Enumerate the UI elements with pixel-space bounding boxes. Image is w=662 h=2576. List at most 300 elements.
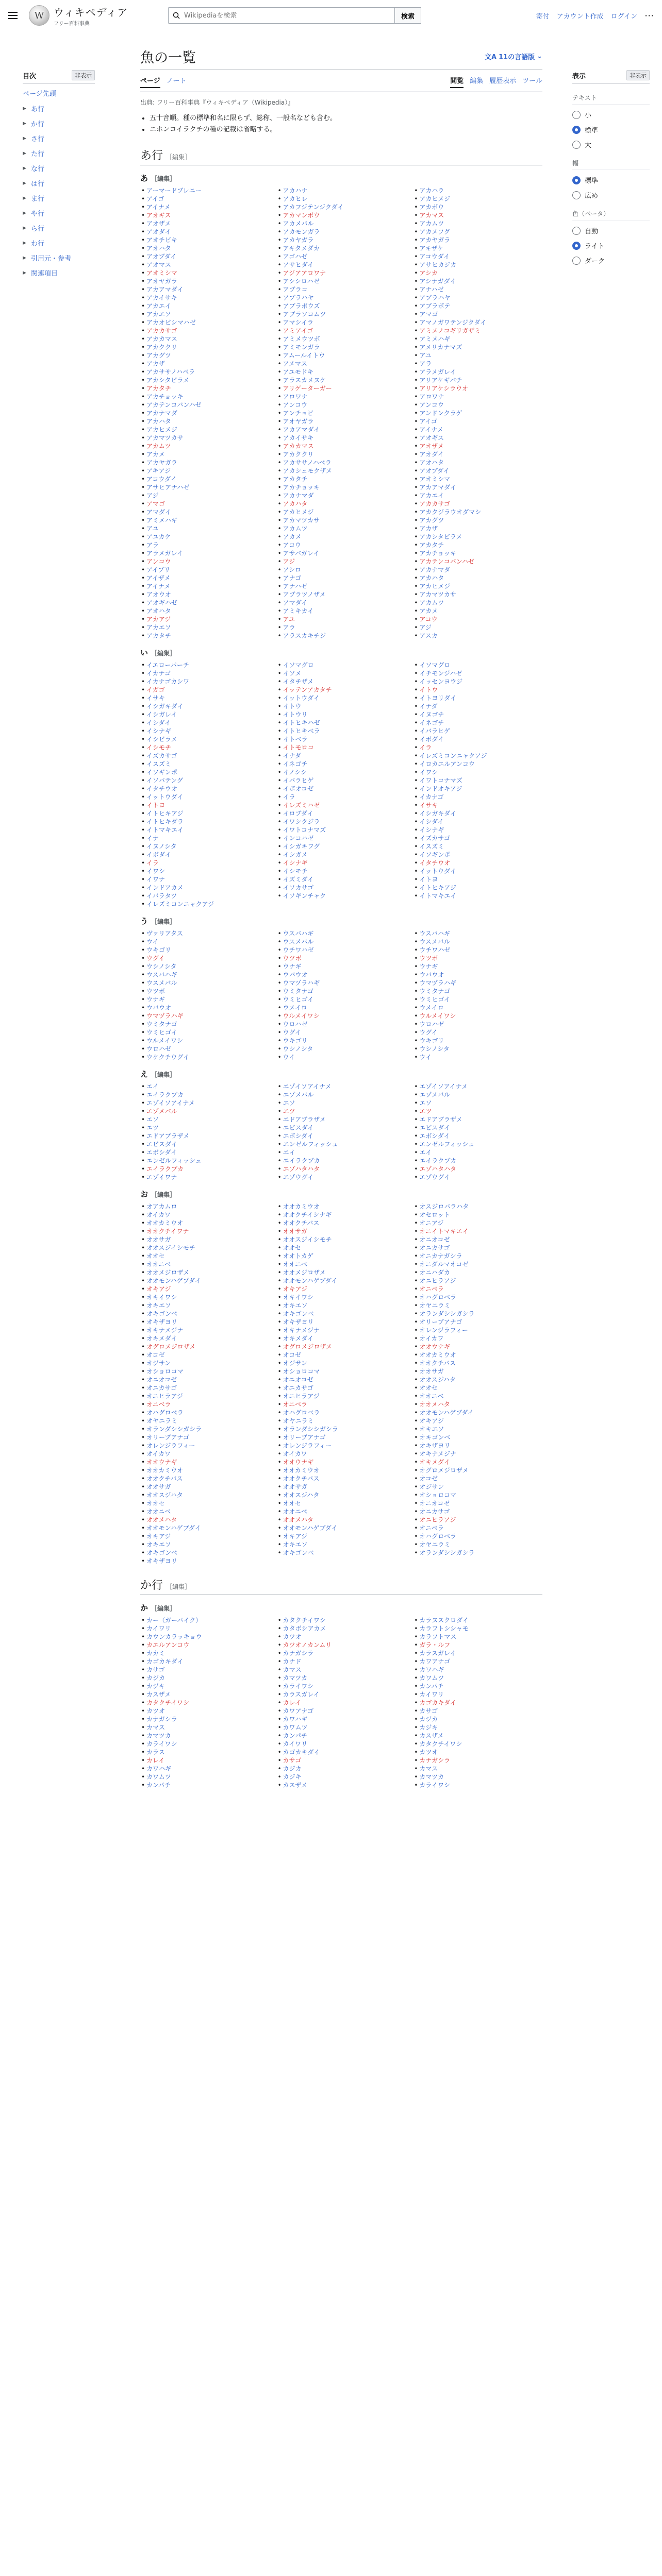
fish-link[interactable]: • アカヒメジ bbox=[140, 426, 270, 434]
fish-link[interactable]: • オオメジロザメ bbox=[140, 1268, 270, 1277]
fish-link[interactable]: • エゾイワナ bbox=[140, 1173, 270, 1181]
fish-link[interactable]: • カラス bbox=[140, 1748, 270, 1756]
fish-link[interactable]: • アカシタビラメ bbox=[413, 533, 542, 541]
view-tab-2[interactable]: 履歴表示 bbox=[489, 77, 517, 85]
toc-item[interactable] bbox=[23, 101, 95, 116]
fish-link[interactable]: • カタクチイワシ bbox=[413, 1740, 542, 1748]
fish-link[interactable]: • アオチビキ bbox=[140, 236, 270, 244]
fish-link[interactable]: • オニベラ bbox=[277, 1400, 406, 1409]
radio-button[interactable] bbox=[572, 227, 581, 235]
fish-link[interactable]: • アミアイゴ bbox=[277, 327, 406, 335]
fish-link[interactable]: • アミメハギ bbox=[140, 516, 270, 524]
fish-link[interactable]: • イネゴチ bbox=[413, 719, 542, 727]
fish-link[interactable]: • オキアジ bbox=[277, 1285, 406, 1293]
toc-hide-button[interactable]: 非表示 bbox=[72, 70, 95, 80]
appearance-hide-button[interactable]: 非表示 bbox=[626, 70, 650, 80]
fish-link[interactable]: • イボオコゼ bbox=[277, 785, 406, 793]
fish-link[interactable]: • アナハゼ bbox=[277, 582, 406, 590]
fish-link[interactable]: • アカメ bbox=[277, 533, 406, 541]
fish-link[interactable]: • イズカサゴ bbox=[140, 752, 270, 760]
fish-link[interactable]: • アラ bbox=[277, 623, 406, 632]
fish-link[interactable]: • イソマグロ bbox=[277, 661, 406, 669]
fish-link[interactable]: • オショロコマ bbox=[277, 1367, 406, 1376]
fish-link[interactable]: • カンパチ bbox=[277, 1732, 406, 1740]
fish-link[interactable]: • カレイ bbox=[140, 1756, 270, 1765]
fish-link[interactable]: • エンゼルフィッシュ bbox=[140, 1157, 270, 1165]
fish-link[interactable]: • オスジロバラハタ bbox=[413, 1202, 542, 1211]
fish-link[interactable]: • イトベラ bbox=[277, 735, 406, 743]
fish-link[interactable]: • アジアアロワナ bbox=[277, 269, 406, 277]
fish-link[interactable]: • エボシダイ bbox=[277, 1132, 406, 1140]
fish-link[interactable]: • アカグツ bbox=[140, 351, 270, 360]
fish-link[interactable]: • アユカケ bbox=[140, 533, 270, 541]
fish-link[interactable]: • イタチウオ bbox=[413, 859, 542, 867]
user-link[interactable]: アカウント作成 bbox=[556, 12, 604, 21]
fish-link[interactable]: • イバラヒゲ bbox=[277, 776, 406, 785]
fish-link[interactable]: • オイカワ bbox=[140, 1450, 270, 1458]
fish-link[interactable]: • カー（ガーパイク） bbox=[140, 1616, 270, 1624]
fish-link[interactable]: • イトウ bbox=[277, 702, 406, 710]
fish-link[interactable]: • オランダシシガシラ bbox=[413, 1549, 542, 1557]
fish-link[interactable]: • ウスバハギ bbox=[140, 971, 270, 979]
fish-link[interactable]: • アミメウツボ bbox=[277, 335, 406, 343]
fish-link[interactable]: • ウロハゼ bbox=[140, 1045, 270, 1053]
radio-button[interactable] bbox=[572, 242, 581, 250]
fish-link[interactable]: • アコウダイ bbox=[413, 252, 542, 261]
fish-link[interactable]: • オオメハタ bbox=[277, 1516, 406, 1524]
fish-link[interactable]: • オヤニラミ bbox=[140, 1417, 270, 1425]
fish-link[interactable]: • オオウナギ bbox=[140, 1458, 270, 1466]
fish-link[interactable]: • アサヒアナハゼ bbox=[140, 483, 270, 492]
kana-edit-link[interactable]: ［編集］ bbox=[151, 1071, 176, 1078]
fish-link[interactable]: • オニカサゴ bbox=[413, 1507, 542, 1516]
fish-link[interactable]: • オイカワ bbox=[140, 1211, 270, 1219]
fish-link[interactable]: • ウチワハゼ bbox=[413, 946, 542, 954]
fish-link[interactable]: • オオサガ bbox=[140, 1483, 270, 1491]
fish-link[interactable]: • アカタチ bbox=[413, 541, 542, 549]
fish-link[interactable]: • ウマヅラハギ bbox=[277, 979, 406, 987]
radio-button[interactable] bbox=[572, 257, 581, 265]
fish-link[interactable]: • アオダイ bbox=[413, 450, 542, 459]
fish-link[interactable]: • アカチョッキ bbox=[277, 483, 406, 492]
fish-link[interactable]: • エボシダイ bbox=[413, 1132, 542, 1140]
fish-link[interactable]: • エソ bbox=[140, 1115, 270, 1124]
fish-link[interactable]: • アカムツ bbox=[413, 219, 542, 228]
fish-link[interactable]: • エイラクブカ bbox=[413, 1157, 542, 1165]
fish-link[interactable]: • イスズミ bbox=[413, 842, 542, 851]
fish-link[interactable]: • イワナ bbox=[140, 875, 270, 884]
fish-link[interactable]: • アカカサゴ bbox=[413, 500, 542, 508]
fish-link[interactable]: • アオハタ bbox=[413, 459, 542, 467]
fish-link[interactable]: • オイカワ bbox=[277, 1450, 406, 1458]
fish-link[interactable]: • イサキ bbox=[413, 801, 542, 809]
fish-link[interactable]: • アカヤガラ bbox=[277, 236, 406, 244]
fish-link[interactable]: • カライワシ bbox=[413, 1781, 542, 1789]
fish-link[interactable]: • イノシシ bbox=[277, 768, 406, 776]
fish-link[interactable]: • アオミシマ bbox=[140, 269, 270, 277]
fish-link[interactable]: • エゾメバル bbox=[140, 1107, 270, 1115]
fish-link[interactable]: • アロワナ bbox=[413, 393, 542, 401]
fish-link[interactable]: • ウミタナゴ bbox=[413, 987, 542, 995]
fish-link[interactable]: • アオマス bbox=[140, 261, 270, 269]
fish-link[interactable]: • アカアマダイ bbox=[140, 285, 270, 294]
fish-link[interactable]: • オグロメジロザメ bbox=[140, 1343, 270, 1351]
fish-link[interactable]: • オハグロベラ bbox=[277, 1409, 406, 1417]
fish-link[interactable]: • カワハギ bbox=[413, 1666, 542, 1674]
fish-link[interactable]: • オキゴンベ bbox=[140, 1549, 270, 1557]
fish-link[interactable]: • アロワナ bbox=[277, 393, 406, 401]
fish-link[interactable]: • アカマツカサ bbox=[413, 590, 542, 599]
fish-link[interactable]: • オニベラ bbox=[413, 1285, 542, 1293]
fish-link[interactable]: • ウグイ bbox=[140, 954, 270, 962]
fish-link[interactable]: • カワムツ bbox=[413, 1674, 542, 1682]
fish-link[interactable]: • アシロ bbox=[277, 566, 406, 574]
fish-link[interactable]: • アオハタ bbox=[140, 244, 270, 252]
fish-link[interactable]: • ウチワハゼ bbox=[277, 946, 406, 954]
toc-item[interactable] bbox=[23, 176, 95, 191]
fish-link[interactable]: • ウツボ bbox=[413, 954, 542, 962]
fish-link[interactable]: • アカカマス bbox=[140, 335, 270, 343]
fish-link[interactable]: • カンパチ bbox=[413, 1682, 542, 1690]
fish-link[interactable]: • カマス bbox=[277, 1666, 406, 1674]
fish-link[interactable]: • アカエイ bbox=[140, 302, 270, 310]
fish-link[interactable]: • イヌノシタ bbox=[140, 842, 270, 851]
fish-link[interactable]: • アンドンクラゲ bbox=[413, 409, 542, 417]
fish-link[interactable]: • オニオコゼ bbox=[140, 1376, 270, 1384]
fish-link[interactable]: • エゾハタハタ bbox=[413, 1165, 542, 1173]
fish-link[interactable]: • イナ bbox=[140, 834, 270, 842]
fish-link[interactable]: • ウルメイワシ bbox=[140, 1037, 270, 1045]
fish-link[interactable]: • イワシ bbox=[140, 867, 270, 875]
fish-link[interactable]: • ウイ bbox=[277, 1053, 406, 1061]
fish-link[interactable]: • アオウオ bbox=[140, 590, 270, 599]
view-tab-1[interactable]: 編集 bbox=[470, 77, 484, 85]
fish-link[interactable]: • アカテンコバンハゼ bbox=[140, 401, 270, 409]
toc-item[interactable] bbox=[23, 235, 95, 250]
fish-link[interactable]: • アキザケ bbox=[413, 244, 542, 252]
fish-link[interactable]: • イラ bbox=[413, 743, 542, 752]
fish-link[interactable]: • オヤニラミ bbox=[277, 1417, 406, 1425]
fish-link[interactable]: • アイナメ bbox=[413, 426, 542, 434]
fish-link[interactable]: • オキメダイ bbox=[140, 1334, 270, 1343]
fish-link[interactable]: • アキアジ bbox=[140, 467, 270, 475]
fish-link[interactable]: • カサゴ bbox=[413, 1707, 542, 1715]
fish-link[interactable]: • ウメイロ bbox=[277, 1004, 406, 1012]
fish-link[interactable]: • ウミヒゴイ bbox=[413, 995, 542, 1004]
fish-link[interactable]: • アカマス bbox=[413, 211, 542, 219]
fish-link[interactable]: • アオザメ bbox=[140, 219, 270, 228]
fish-link[interactable]: • カタボシアカメ bbox=[277, 1624, 406, 1633]
fish-link[interactable]: • イバラタツ bbox=[140, 892, 270, 900]
fish-link[interactable]: • イレズミハゼ bbox=[277, 801, 406, 809]
toc-page-top[interactable]: ページ先頭 bbox=[23, 90, 56, 98]
fish-link[interactable]: • アスカ bbox=[413, 632, 542, 640]
fish-link[interactable]: • オキメダイ bbox=[413, 1458, 542, 1466]
fish-link[interactable]: • カサゴ bbox=[277, 1756, 406, 1765]
fish-link[interactable]: • アジ bbox=[413, 623, 542, 632]
fish-link[interactable]: • カツオノカンムリ bbox=[277, 1641, 406, 1649]
fish-link[interactable]: • アーマードブレニー bbox=[140, 187, 270, 195]
fish-link[interactable]: • アイナメ bbox=[140, 203, 270, 211]
fish-link[interactable]: • ウキゴリ bbox=[140, 946, 270, 954]
fish-link[interactable]: • オオセ bbox=[413, 1384, 542, 1392]
fish-link[interactable]: • イボダイ bbox=[140, 851, 270, 859]
fish-link[interactable]: • アブラツノザメ bbox=[277, 590, 406, 599]
fish-link[interactable]: • オニアジ bbox=[413, 1219, 542, 1227]
fish-link[interactable]: • カマス bbox=[140, 1723, 270, 1732]
fish-link[interactable]: • アカハタ bbox=[413, 574, 542, 582]
fish-link[interactable]: • カイワリ bbox=[277, 1740, 406, 1748]
fish-link[interactable]: • オオスジハタ bbox=[413, 1376, 542, 1384]
fish-link[interactable]: • アイブリ bbox=[140, 566, 270, 574]
fish-link[interactable]: • ウナギ bbox=[277, 962, 406, 971]
fish-link[interactable]: • アカグツ bbox=[413, 516, 542, 524]
fish-link[interactable]: • アカハタ bbox=[277, 500, 406, 508]
fish-link[interactable]: • オキアジ bbox=[277, 1532, 406, 1540]
fish-link[interactable]: • オニハダカ bbox=[413, 1268, 542, 1277]
fish-link[interactable]: • オニカサゴ bbox=[140, 1384, 270, 1392]
fish-link[interactable]: • カラヌスクロダイ bbox=[413, 1616, 542, 1624]
fish-link[interactable]: • カツオ bbox=[413, 1748, 542, 1756]
fish-link[interactable]: • オキゴンベ bbox=[277, 1549, 406, 1557]
fish-link[interactable]: • オハグロベラ bbox=[140, 1409, 270, 1417]
fish-link[interactable]: • エドアブラザメ bbox=[277, 1115, 406, 1124]
fish-link[interactable]: • アオギハゼ bbox=[140, 599, 270, 607]
fish-link[interactable]: • エドアブラザメ bbox=[413, 1115, 542, 1124]
fish-link[interactable]: • オグロメジロザメ bbox=[413, 1466, 542, 1475]
fish-link[interactable]: • アカハタ bbox=[140, 417, 270, 426]
fish-link[interactable]: • オオサガ bbox=[140, 1235, 270, 1244]
fish-link[interactable]: • ウグイ bbox=[413, 1028, 542, 1037]
fish-link[interactable]: • ウグイ bbox=[277, 1028, 406, 1037]
fish-link[interactable]: • ウスメバル bbox=[413, 938, 542, 946]
fish-link[interactable]: • アンコウ bbox=[413, 401, 542, 409]
fish-link[interactable]: • ウバウオ bbox=[413, 971, 542, 979]
fish-link[interactable]: • イシダイ bbox=[140, 719, 270, 727]
fish-link[interactable]: • オオメハタ bbox=[413, 1400, 542, 1409]
fish-link[interactable]: • イットウダイ bbox=[277, 694, 406, 702]
fish-link[interactable]: • アカヒメジ bbox=[413, 582, 542, 590]
fish-link[interactable]: • イシダイ bbox=[413, 818, 542, 826]
fish-link[interactable]: • ウルメイワシ bbox=[413, 1012, 542, 1020]
fish-link[interactable]: • イソカサゴ bbox=[277, 884, 406, 892]
fish-link[interactable]: • カエルアンコウ bbox=[140, 1641, 270, 1649]
fish-link[interactable]: • カジキ bbox=[140, 1682, 270, 1690]
fish-link[interactable]: • カジキ bbox=[277, 1773, 406, 1781]
fish-link[interactable]: • イカナゴ bbox=[140, 669, 270, 677]
fish-link[interactable]: • イタチウオ bbox=[140, 785, 270, 793]
fish-link[interactable]: • イチモンジハゼ bbox=[413, 669, 542, 677]
fish-link[interactable]: • アシシロハゼ bbox=[277, 277, 406, 285]
section-edit-link[interactable]: ［編集］ bbox=[166, 154, 191, 161]
fish-link[interactable]: • アカシュモクザメ bbox=[277, 467, 406, 475]
fish-link[interactable]: • イトモロコ bbox=[277, 743, 406, 752]
fish-link[interactable]: • イシガキフグ bbox=[277, 842, 406, 851]
tab-1[interactable]: ノート bbox=[166, 77, 187, 85]
fish-link[interactable]: • イシナギ bbox=[277, 859, 406, 867]
fish-link[interactable]: • アマノガワテンジクダイ bbox=[413, 318, 542, 327]
fish-link[interactable]: • カマツカ bbox=[140, 1732, 270, 1740]
search-input[interactable] bbox=[184, 12, 390, 20]
fish-link[interactable]: • アカヒメジ bbox=[277, 508, 406, 516]
fish-link[interactable]: • ウシノシタ bbox=[140, 962, 270, 971]
radio-button[interactable] bbox=[572, 176, 581, 184]
fish-link[interactable]: • ウナギ bbox=[413, 962, 542, 971]
fish-link[interactable]: • アリゲーターガー bbox=[277, 384, 406, 393]
radio-option[interactable] bbox=[572, 241, 650, 250]
kana-edit-link[interactable]: ［編集］ bbox=[151, 175, 176, 182]
fish-link[interactable]: • オキザヨリ bbox=[277, 1318, 406, 1326]
fish-link[interactable]: • ウミタナゴ bbox=[277, 987, 406, 995]
fish-link[interactable]: • オショロコマ bbox=[413, 1491, 542, 1499]
fish-link[interactable]: • イットウダイ bbox=[413, 867, 542, 875]
fish-link[interactable]: • カワハギ bbox=[277, 1715, 406, 1723]
fish-link[interactable]: • イカナゴ bbox=[413, 793, 542, 801]
fish-link[interactable]: • アメマス bbox=[277, 360, 406, 368]
fish-link[interactable]: • オオクチイワナ bbox=[140, 1227, 270, 1235]
fish-link[interactable]: • オキゴンベ bbox=[140, 1310, 270, 1318]
fish-link[interactable]: • アジ bbox=[277, 557, 406, 566]
fish-link[interactable]: • カスザメ bbox=[140, 1690, 270, 1699]
fish-link[interactable]: • オキエソ bbox=[413, 1425, 542, 1433]
fish-link[interactable]: • イシガレイ bbox=[140, 710, 270, 719]
fish-link[interactable]: • アカエソ bbox=[140, 310, 270, 318]
fish-link[interactable]: • カマス bbox=[413, 1765, 542, 1773]
fish-link[interactable]: • オリーブアナゴ bbox=[277, 1433, 406, 1442]
fish-link[interactable]: • エツ bbox=[140, 1124, 270, 1132]
fish-link[interactable]: • エゾウグイ bbox=[277, 1173, 406, 1181]
radio-option[interactable] bbox=[572, 256, 650, 265]
fish-link[interactable]: • オオニベ bbox=[140, 1260, 270, 1268]
fish-link[interactable]: • オキイワシ bbox=[277, 1293, 406, 1301]
fish-link[interactable]: • オキザヨリ bbox=[140, 1318, 270, 1326]
fish-link[interactable]: • エゾイソアイナメ bbox=[277, 1082, 406, 1091]
fish-link[interactable]: • アラスカメヌケ bbox=[277, 376, 406, 384]
fish-link[interactable]: • エゾイソアイナメ bbox=[413, 1082, 542, 1091]
fish-link[interactable]: • エイ bbox=[413, 1148, 542, 1157]
fish-link[interactable]: • オオセ bbox=[277, 1499, 406, 1507]
fish-link[interactable]: • アブラボウズ bbox=[277, 302, 406, 310]
toc-item[interactable] bbox=[23, 116, 95, 131]
fish-link[interactable]: • アカチョッキ bbox=[413, 549, 542, 557]
fish-link[interactable]: • オオトカゲ bbox=[277, 1252, 406, 1260]
fish-link[interactable]: • オオニベ bbox=[413, 1392, 542, 1400]
fish-link[interactable]: • アカアマダイ bbox=[413, 483, 542, 492]
fish-link[interactable]: • イワトコナマズ bbox=[277, 826, 406, 834]
fish-link[interactable]: • カラフトマス bbox=[413, 1633, 542, 1641]
fish-link[interactable]: • オオウナギ bbox=[413, 1343, 542, 1351]
fish-link[interactable]: • アカムツ bbox=[413, 599, 542, 607]
fish-link[interactable]: • ウスバハギ bbox=[277, 929, 406, 938]
fish-link[interactable]: • カジカ bbox=[140, 1674, 270, 1682]
fish-link[interactable]: • イトウ bbox=[413, 686, 542, 694]
fish-link[interactable]: • カナガシラ bbox=[277, 1649, 406, 1657]
fish-link[interactable]: • アブラハヤ bbox=[413, 294, 542, 302]
fish-link[interactable]: • ガラ・ルフ bbox=[413, 1641, 542, 1649]
fish-link[interactable]: • カワムツ bbox=[140, 1773, 270, 1781]
fish-link[interactable]: • イトヨリダイ bbox=[413, 694, 542, 702]
fish-link[interactable]: • オグロメジロザメ bbox=[277, 1343, 406, 1351]
fish-link[interactable]: • オキアジ bbox=[140, 1285, 270, 1293]
toc-item[interactable] bbox=[23, 221, 95, 235]
toc-item[interactable] bbox=[23, 250, 95, 265]
fish-link[interactable]: • ウマヅラハギ bbox=[140, 1012, 270, 1020]
fish-link[interactable]: • オコゼ bbox=[277, 1351, 406, 1359]
fish-link[interactable]: • オニカサゴ bbox=[413, 1244, 542, 1252]
fish-link[interactable]: • オニベラ bbox=[413, 1524, 542, 1532]
fish-link[interactable]: • カレイ bbox=[277, 1699, 406, 1707]
fish-link[interactable]: • アナゴ bbox=[277, 574, 406, 582]
fish-link[interactable]: • アンコウ bbox=[277, 401, 406, 409]
fish-link[interactable]: • オオモンハゲブダイ bbox=[277, 1277, 406, 1285]
fish-link[interactable]: • アカカマス bbox=[277, 442, 406, 450]
fish-link[interactable]: • アカムツ bbox=[140, 442, 270, 450]
radio-option[interactable] bbox=[572, 110, 650, 120]
fish-link[interactable]: • イトヒキハゼ bbox=[277, 719, 406, 727]
fish-link[interactable]: • イトヨ bbox=[140, 801, 270, 809]
fish-link[interactable]: • オヤニラミ bbox=[413, 1301, 542, 1310]
fish-link[interactable]: • イズミダイ bbox=[277, 875, 406, 884]
fish-link[interactable]: • アカタチ bbox=[140, 384, 270, 393]
fish-link[interactable]: • イシナギ bbox=[140, 727, 270, 735]
fish-link[interactable]: • イワシクジラ bbox=[277, 818, 406, 826]
fish-link[interactable]: • アユ bbox=[277, 615, 406, 623]
fish-link[interactable]: • アゴハゼ bbox=[277, 252, 406, 261]
fish-link[interactable]: • エゾメバル bbox=[277, 1091, 406, 1099]
fish-link[interactable]: • ウスメバル bbox=[140, 979, 270, 987]
fish-link[interactable]: • オオスジハタ bbox=[140, 1491, 270, 1499]
fish-link[interactable]: • アカメフグ bbox=[413, 228, 542, 236]
fish-link[interactable]: • カワハギ bbox=[140, 1765, 270, 1773]
fish-link[interactable]: • オキザヨリ bbox=[140, 1557, 270, 1565]
fish-link[interactable]: • アブラハヤ bbox=[277, 294, 406, 302]
fish-link[interactable]: • エドアブラザメ bbox=[140, 1132, 270, 1140]
fish-link[interactable]: • オイカワ bbox=[413, 1334, 542, 1343]
fish-link[interactable]: • イソギンポ bbox=[140, 768, 270, 776]
fish-link[interactable]: • イズカサゴ bbox=[413, 834, 542, 842]
fish-link[interactable]: • ウロハゼ bbox=[277, 1020, 406, 1028]
fish-link[interactable]: • カゴカキダイ bbox=[413, 1699, 542, 1707]
fish-link[interactable]: • アカヒメジ bbox=[413, 195, 542, 203]
fish-link[interactable]: • アイナメ bbox=[140, 582, 270, 590]
toc-item[interactable] bbox=[23, 191, 95, 206]
fish-link[interactable]: • オニヒラアジ bbox=[140, 1392, 270, 1400]
fish-link[interactable]: • アイゴ bbox=[140, 195, 270, 203]
toc-item[interactable] bbox=[23, 161, 95, 176]
fish-link[interactable]: • アカモンガラ bbox=[277, 228, 406, 236]
fish-link[interactable]: • ウキゴリ bbox=[277, 1037, 406, 1045]
fish-link[interactable]: • オランダシシガシラ bbox=[277, 1425, 406, 1433]
fish-link[interactable]: • アカザ bbox=[413, 524, 542, 533]
fish-link[interactable]: • エンゼルフィッシュ bbox=[413, 1140, 542, 1148]
fish-link[interactable]: • オオモンハゲブダイ bbox=[140, 1524, 270, 1532]
fish-link[interactable]: • ウメイロ bbox=[413, 1004, 542, 1012]
fish-link[interactable]: • イヌゴチ bbox=[413, 710, 542, 719]
fish-link[interactable]: • カラスガレイ bbox=[413, 1649, 542, 1657]
fish-link[interactable]: • アコウ bbox=[413, 615, 542, 623]
fish-link[interactable]: • オニベラ bbox=[140, 1400, 270, 1409]
fish-link[interactable]: • オオカミウオ bbox=[413, 1351, 542, 1359]
fish-link[interactable]: • オオニベ bbox=[277, 1260, 406, 1268]
fish-link[interactable]: • カライワシ bbox=[277, 1682, 406, 1690]
fish-link[interactable]: • アラ bbox=[413, 360, 542, 368]
fish-link[interactable]: • アカハラ bbox=[413, 187, 542, 195]
fish-link[interactable]: • アカククリ bbox=[140, 343, 270, 351]
fish-link[interactable]: • エイラクブカ bbox=[140, 1091, 270, 1099]
fish-link[interactable]: • オキエソ bbox=[277, 1540, 406, 1549]
fish-link[interactable]: • ウシノシタ bbox=[277, 1045, 406, 1053]
fish-link[interactable]: • アサヒカジカ bbox=[413, 261, 542, 269]
